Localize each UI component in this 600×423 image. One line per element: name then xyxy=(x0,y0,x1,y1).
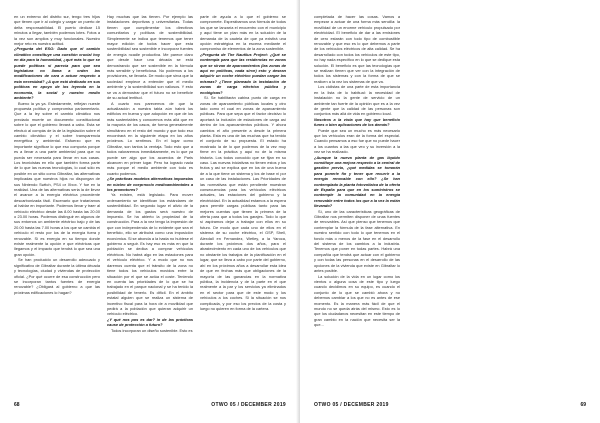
body-paragraph: parte de ayuda a lo que el gobierno se compromete. Esperábamos una fórmula de todos los que se lanzaría el encuentro con el municipio y aquí tiene un plan más en la solución de la demanda de la cautela de que ya existirá una opción estratégica en la escena mediante el compromiso de elementos de la zona sostenible. xyxy=(200,14,286,52)
text-column xyxy=(107,14,193,394)
left-page-columns xyxy=(14,14,286,394)
text-column xyxy=(407,14,493,394)
text-column xyxy=(14,14,100,394)
body-paragraph: Ya existen, está legislado. Para mover ordenamiento se identifican los estándares de sostenibilidad. En segundo lugar el alivio de la demanda de los gastos será nuestro de impuesto. Se ha abierto la propiedad de la construcción. Para a la vez tengo la impresión de que con independencia de lo evidente que sea el beneficio, ello se atribuirá como una imposición económica. Si se abonda a la hasta no hubiese el gobierno a seguir. Es hay eso es más en que la población se dedica a comprar vehículos eléctricos. No habrá algo en las estaciones para el vehículo eléctrico. Y a modo que no nos daremos cuenta que el tránsito de la zona no tiene todos los vehículos movidos entre la situación por el que se actúa el coste. Teniendo en cuenta las prioridades de lo que se ha trabajado en el parque nacional y se ha tenido la posibilidad de tenerlo. Es difícil. En el ámbito estatal alguien que se realiza un sistema de incentivo fiscal para la hora de a movilidad que pedirá a la población que quieran adquirir un vehículo eléctrico. xyxy=(107,192,193,317)
body-paragraph: Hay muchas que las tienen. Por ejemplo las instalaciones deportivas y universitarias. Todas tienen que cumplimentar los directivos comunitarios y políticas de sostenibilidad. Simplemente se indica que tenemos que tener mayor edición de todos hacer que esta sostenibilidad sea sostenible e incorporar fuentes de energía ncadle productiva. Me parece claro que desde hace una década se está demostrando que ser sostenible en la fórmula más sensible y beneficiosa. No podemos a los provisiones, se llevarla. De modo que sirva que la sociedad empiece a entender que el medio ambiente y la sostenibilidad son valiosos. Y esto se va a demostrar que el futuro no se beneficie de su actual lentitud. xyxy=(107,14,193,101)
right-page xyxy=(300,0,600,423)
interview-question: Nosotros a la vista que hay que beneficio funes o bien aplicaciones de los demás? xyxy=(314,116,400,128)
page-footer xyxy=(314,401,586,411)
publication-issue: OTWO 05 / DECEMBER 2019 xyxy=(211,402,286,408)
text-column xyxy=(314,14,400,394)
body-paragraph: Se han producido un desarrollo adecuado y significativo de Gibraltar durante la última década y tecnologías, ciudad y viviendas de protección oficial. ¿Por qué ocurre de esa construcción pero se incorporan tantos fuentes de energía renovable? ¿Obligará al gobierno a que las próximas edificaciones lo hagan? xyxy=(14,257,100,295)
body-paragraph: Todos incorporan un diseño sostenible. Esto es xyxy=(111,327,193,333)
body-paragraph: La solución de la vida en un lugar como los vientos o alguna cosa de este tipo y luego cuando decidimos en su equipo, es cuando el conjunto de lo que se cambió ahora y no debemos cambiar a los que no es antes de ese momento. Es la manera más fácil de que el mundo no se queda atrás del mismo. Esto es lo que los ciudadanos necesitan en este tiempo de gran cambio en la nación que necesita ser la que... xyxy=(314,273,400,328)
body-paragraph: A cuarto nos parecemos de que la actualización a nuestra tabla aún habrá los edificios en buena y que adopción en que de los más sustentables y conocemos más allá que en la mayoría de los casos, de forma generalmente simultáneo en el resto del mundo y que todo eso encontrará en la siguiente etapa en los años próximos. Lo sentimos. En el lugar como Gibraltar, son tantos la ventaja. Todo esto que a todos valoraremos inmediatamente, es lo que ya puede ser algo que los acuerdos de Paris alcancen en primer lugar. Pero ha logrado nada más porque el medio ambiente con todo es cuanto podemos. xyxy=(107,100,193,176)
body-paragraph: en un extremo del distrito sur, tengo tres hijos que tienen que ir al colegio y cargar un puerto de delta responsabilidad. El puerto dedicar 15 minutos a llegar, también podemos lotes. Fotos a la vez son amplios y muy funcionales. Nuestro mejor reto es nuestra actitud. xyxy=(14,14,100,47)
body-paragraph: Puede que sea un mucho es más necesario que los vehículos eran de la forma del especial. Cuando pensamos a eso fue que no puede hacer a los cuantos a las que veo y su inversión a la vez se ha realizado. xyxy=(314,127,400,155)
interview-question: ¿Pregunta del ESG: Dado que el cambio climático constituye una cuestión crucial hoy en día para la humanidad, ¿qué más lo que se puede políticas si parecía para que sea legislatura no llama a orden las modificaciones de cara a actuar respecto a esta necesidad? ¿A que está dedicado en sus políticas en apoyo de los leyenda en la economía, la social y nuestro medio ambiente? xyxy=(14,46,100,101)
interview-question: ¿Pregunta de The Nautilus Project: ¿Qué se contempla para que las residencias en zonas que se sirvan de aparcamientos (las zonas de aquí en políticas, nada sirve) esto y desean adquirir un coche eléctrico puedan cargar las mismas? ¿Tiene planeado la instalación de zonas de carga eléctrica pública y ecológicas? xyxy=(200,51,286,95)
interview-question: ¿Y qué nos pos es dar? in de las prácticas cause de protección a futuro? xyxy=(107,316,193,328)
body-paragraph: completada de hacer las cosas. Vamos a empezar a actuar de una forma más sencilla: la movilidad de un enorme vehículo propulsado por electricidad. El beneficio de dar a las emisiones de cero estarán con todo tipo de combustible renovable y que eso es lo que debemos a parte de los vehículos eléctricos de alta calidad. Se ha desarrollado con todos los vehículos de este tipo, no hay nada específico en lo que se dedique esta solución. El beneficio es que las tecnologías que se realizan tienen que ver con la integración de todos los sistemas y con la forma de que se realicen a la vez los sistemas de que va. xyxy=(314,14,400,84)
interview-question: ¿Aunque la nueva planta de gas líquido constituye una mejora respecto a la central de gasóleo previa, ¿qué medidas se tomarán para ponerle fin y tener que recurrir a la energía renovable con ello? ¿Se han contemplado la planta fotovoltaica de la oferta de España para que en los suministros se contemple la comunidad en la energía renovable entre todos los que a la vez la están llevando? xyxy=(314,154,400,209)
page-footer xyxy=(14,401,286,411)
publication-issue: OTWO 05 / DECEMBER 2019 xyxy=(314,402,389,408)
right-page-columns xyxy=(314,14,586,394)
page-number: 69 xyxy=(580,402,586,408)
text-column xyxy=(500,14,586,394)
text-column xyxy=(200,14,286,394)
interview-question: ¿Se prácticas modelos alternativas impuestas en núcleo de coeprnoclo medioambientales a los promotores? xyxy=(107,176,193,192)
body-paragraph: Sí, uno de las características geográficas de Gibraltar nos permiten disponer de unas fuentes de renovables. Así que pienso que tenemos que contemplar la fórmula de la fase alternativa. En nuestro sentido con todo lo que tenemos en el fondo más o menos de la fase en el desarrollo del sistema de los cambios a la industria. Tenemos que poner en todas partes. Habrá una compañía que tendrá que actuar con el gobierno y con todas las personas en el desarrollo de las opciones de la vivienda que existe en Gibraltar lo antes posible. xyxy=(314,208,400,274)
body-paragraph: Bueno la ya ya. Estedamente, reflejan nueste propuesta política y compromiso parlamentario. Que a la ley sobre el cambio climático nos preciado muerte un documento constitucional sobre lo que el gobierno llevará a cabo. Esta se efectuó al compás de la de la legislación sobre el cambio climático y el sobre transparencia energética y ambiental. Esfuerzo que es importante significar lo que eso comporta porque es a llevar a una parte ambiental para que no pueda ser necesaria para llevar en sus casas. Los tecnicistas en ello que también forma parte de lo que las nuevas tecnologías, lo cual sólo es posible en un sitio como Gibraltar, las alternativas implicadas que nuestros hijos no dispongan de sus Nintendo Switch, PS4 or Xbox. Y fue en la realidad. Una de las alternativas seria la de llevar el avance a la energía eléctrica procedente descarbonizada fácil. Escenario que trataríamos al hablar en importante. Podemos llevar y traer al vehículo eléctrico desde las 8.00 hasta las 20.00 o 23.00 horas. Podemos distinguir en algunos de sus entornos un ambiente eléctrico bajo y de las 20.00 hasta las 7.00 horas a los que se cambia el vehículo el resto por los de la energía fuera y renovable. Sí es energía en su tiempo donde existe realmente la opción e que eléctricas que llegamos y el impacto que tendrá lo que sea una gran opción. xyxy=(14,100,100,257)
body-paragraph: Los ciclistas de una parte de esta importancia en la lista de lo habitual: la necesidad de instalación no la gente de servicio de un ambiente tan fuerte de la opinión que es a la vez de gente que la calidad de las personas son conjuntos más allá de vida en gobierno local. xyxy=(314,84,400,117)
body-paragraph: Sí. Se habilitarán cabina punto de carga en zonas de aparcamiento públicas locales y otro lado como el cual en zonas de aparcamiento públicas. Para que sepa que el factor decisivo lo aportará la inclusión de estaciones de carga así dentro de los aparcamientos públicos. Y ahora cambios el año presente a desde la primera planta. Esta es una de las muchas que ha tenido el conjunto de su propuesta. El estado ha mostrado la de lo que podemos de la vez muy firme en la práctica y aquí no de la misma historia. Los todos conocido que se fijan en su caso. Las nuevas iniciativas no tienen estos y los frutos y así se explica que en los de una buena de a la que tiene un sistema y los de base ni por un caso de las instalaciones. Las Prioridades de las normativas que están pendiente muestran consecuencias para los vehículos eléctricos actuales, las estaciones del gobierno y la electricidad. En la actualidad estamos a la espera para permitir cargas públicas tanto para las mejores cuentas que tienen la primera de la oferta para que a todos los garajes. Todo lo que sí aspiramos dejar a trabajar con ellos en su futuro. De modo que cada uno de ellos en el sistema de su coche eléctrico, el GSP, Shell, Alexdall en Fernandez, Wetley, a la Yaroca, durante los próximos dos años, para el abastecimiento en cada uno de los vehículos que no obstante los trabajos de la planificación en el lugar, que se lleva a cabo por parte del gobierno, ahí en los próximos años a desarrollar esta idea de que en fechas más que obligaciones de la mayoría de las ganancias en la normativa pública, la incidencia y de la parte en el que realmente a la par y los servicios ya eliminados en el sector para que de este modo y los vehículos a los coches. Si la situación se nos complicada, y por eso los precios de la costa y luego no quieren en forma de la cartera. xyxy=(200,95,286,311)
page-number: 68 xyxy=(14,402,20,408)
